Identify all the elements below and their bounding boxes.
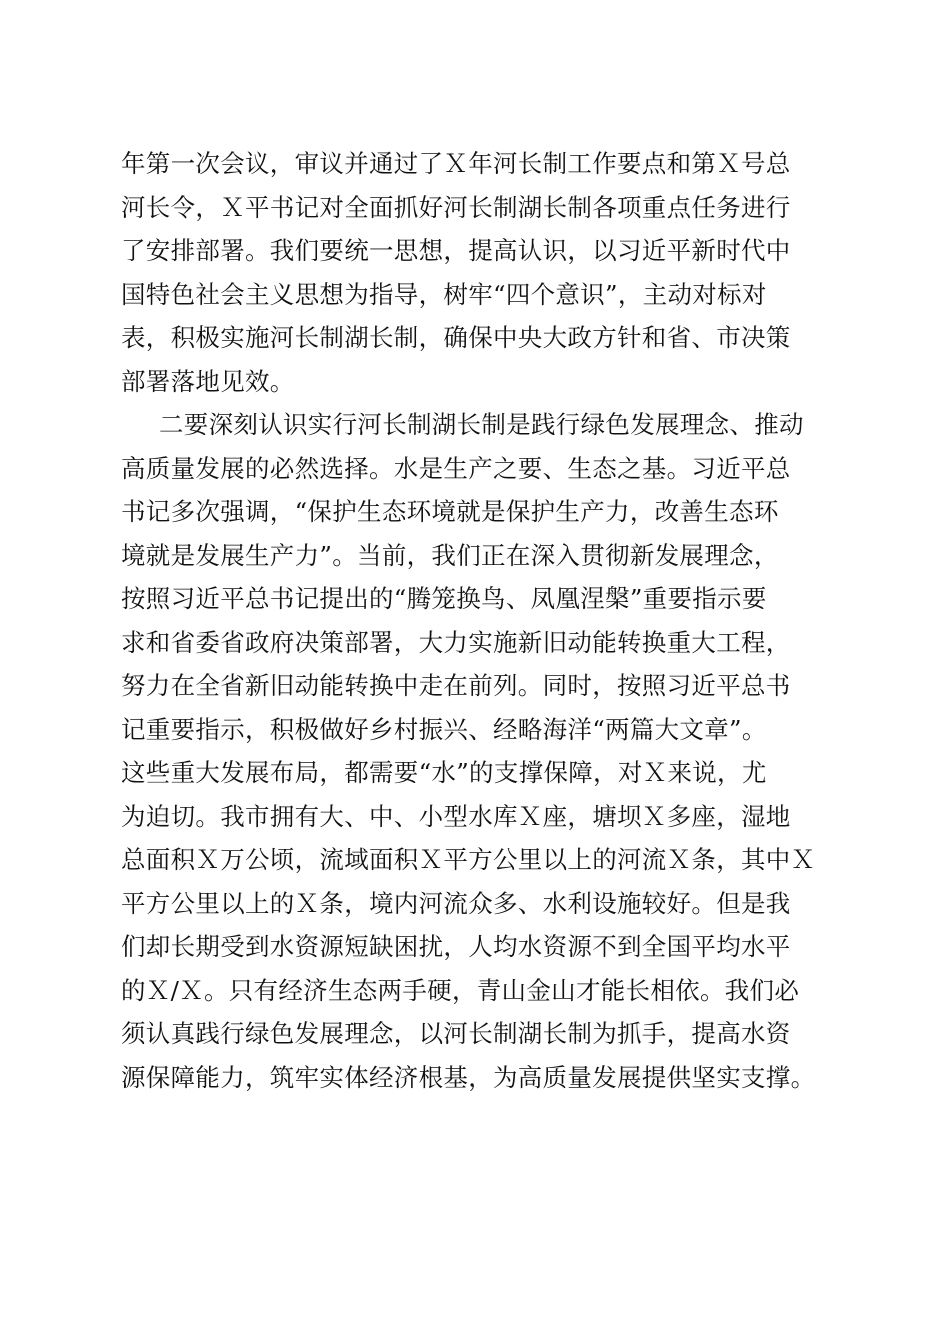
text-line: 平方公里以上的Ｘ条，境内河流众多、水利设施较好。但是我 [121, 888, 791, 918]
text-line: 总面积Ｘ万公顷，流域面积Ｘ平方公里以上的河流Ｘ条，其中Ｘ [121, 845, 816, 874]
text-line: 表，积极实施河长制湖长制，确保中央大政方针和省、市决策 [121, 323, 791, 352]
text-line: 国特色社会主义思想为指导，树牢“四个意识”，主动对标对 [121, 279, 767, 309]
body-text [121, 142, 831, 1099]
text-line: 的Ｘ/Ｘ。只有经济生态两手硬，青山金山才能长相依。我们必 [121, 975, 800, 1005]
paragraph-first-line: 二要深刻认识实行河长制湖长制是践行绿色发展理念、推动 [159, 410, 804, 439]
text-line: 们却长期受到水资源短缺困扰，人均水资源不到全国平均水平 [121, 932, 791, 961]
text-line: 书记多次强调，“保护生态环境就是保护生产力，改善生态环 [121, 497, 779, 526]
text-line: 高质量发展的必然选择。水是生产之要、生态之基。习近平总 [121, 453, 791, 483]
text-line: 部署落地见效。 [121, 366, 295, 396]
text-line: 年第一次会议，审议并通过了Ｘ年河长制工作要点和第Ｘ号总 [121, 149, 791, 178]
text-line: 记重要指示，积极做好乡村振兴、经略海洋“两篇大文章”。 [121, 714, 767, 744]
text-line: 努力在全省新旧动能转换中走在前列。同时，按照习近平总书 [121, 671, 791, 700]
text-line: 这些重大发展布局，都需要“水”的支撑保障，对Ｘ来说，尤 [121, 758, 767, 787]
text-line: 了安排部署。我们要统一思想，提高认识，以习近平新时代中 [121, 236, 791, 265]
text-line: 境就是发展生产力”。当前，我们正在深入贯彻新发展理念， [121, 540, 779, 570]
text-line: 为迫切。我市拥有大、中、小型水库Ｘ座，塘坝Ｘ多座，湿地 [121, 801, 791, 831]
text-line: 河长令，Ｘ平书记对全面抓好河长制湖长制各项重点任务进行 [121, 192, 791, 222]
text-line: 须认真践行绿色发展理念，以河长制湖长制为抓手，提高水资 [121, 1019, 791, 1048]
text-line: 求和省委省政府决策部署，大力实施新旧动能转换重大工程， [121, 627, 791, 657]
text-line: 源保障能力，筑牢实体经济根基，为高质量发展提供坚实支撑。 [121, 1062, 816, 1092]
text-line: 按照习近平总书记提出的“腾笼换鸟、凤凰涅槃”重要指示要 [121, 584, 767, 613]
